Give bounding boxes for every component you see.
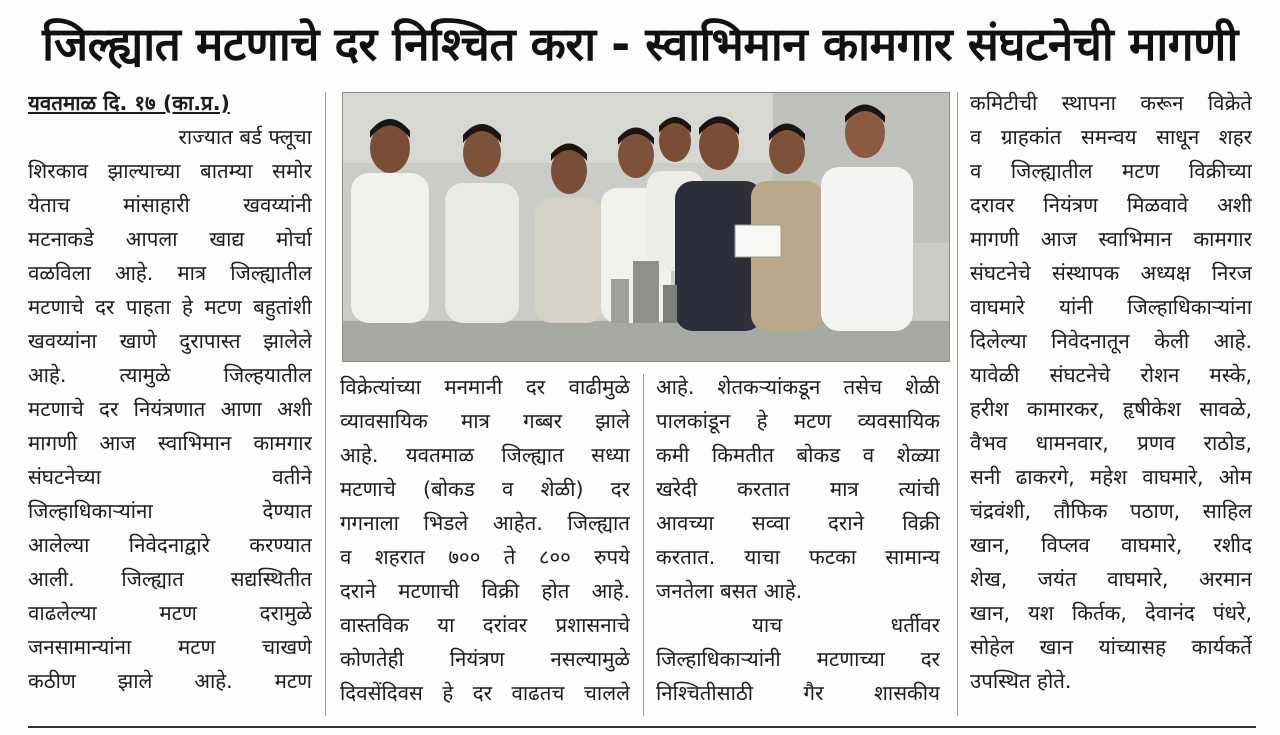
column-divider [643,374,644,716]
article-column-2 [340,370,630,710]
article-line: जिल्हाधिकाऱ्यांना देण्यात [28,499,312,523]
article-line: आहे. शेतकऱ्यांकडून तसेच शेळी [656,375,940,399]
article-line: चंद्रवंशी, तौफिक पठाण, साहिल [970,499,1252,523]
article-line: गगनाला भिडले आहेत. जिल्ह्यात [340,511,630,535]
group-photo [342,92,950,362]
article-line: विक्रेत्यांच्या मनमानी दर वाढीमुळे [340,375,630,399]
article-line: दराने मटणाची विक्री होत आहे. [340,579,630,603]
article-line: खान, यश किर्तक, देवानंद पंधरे, [970,601,1252,625]
article-column-4 [970,86,1252,698]
article-line: व जिल्ह्यातील मटण विक्रीच्या [970,159,1252,183]
article-line: कठीण झाले आहे. मटण [28,669,312,693]
article-line: जनसामान्यांना मटण चाखणे [28,635,312,659]
article-line: खवय्यांना खाणे दुरापास्त झालेले [28,329,312,353]
article-line: आली. जिल्ह्यात सद्यस्थितीत [28,567,312,591]
article-line: शेख, जयंत वाघमारे, अरमान [970,567,1252,591]
article-line: मटणाचे दर नियंत्रणात आणा अशी [28,397,312,421]
group-photo-icon [343,93,949,361]
article-line: संघटनेच्या वतीने [28,465,312,489]
article-line: संघटनेचे संस्थापक अध्यक्ष निरज [970,261,1252,285]
article-line: मागणी आज स्वाभिमान कामगार [970,227,1252,251]
article-line: जनतेला बसत आहे. [656,579,803,603]
article-line: दिवसेंदिवस हे दर वाढतच चालले [340,681,630,705]
article-line: मटणाचे दर पाहता हे मटण बहुतांशी [28,295,312,319]
article-line: हरीश कामारकर, हृषीकेश सावळे, [970,397,1252,421]
article-line: याच धर्तीवर [752,613,940,637]
article-line: सोहेल खान यांच्यासह कार्यकर्ते [970,635,1252,659]
article-line: मटणाचे (बोकड व शेळी) दर [340,477,630,501]
column-divider [957,92,958,716]
article-line: दिलेल्या निवेदनातून केली आहे. [970,329,1252,353]
article-column-1 [28,86,312,698]
article-line: निश्चितीसाठी गैर शासकीय [656,681,940,705]
article-line: आहे. त्यामुळे जिल्हयातील [28,363,312,387]
article-line: सनी ढाकरगे, महेश वाघमारे, ओम [970,465,1252,489]
article-line: वाढलेल्या मटण दरामुळे [28,601,312,625]
article-line: जिल्हाधिकाऱ्यांनी मटणाच्या दर [656,647,940,671]
article-line: व शहरात ७०० ते ८०० रुपये [340,545,630,569]
article-line: उपस्थित होते. [970,669,1072,693]
article-line: व्यावसायिक मात्र गब्बर झाले [340,409,630,433]
article-line: करतात. याचा फटका सामान्य [656,545,940,569]
article-line: राज्यात बर्ड फ्लूचा [178,125,312,149]
article-dateline: यवतमाळ दि. १७ (का.प्र.) [28,91,230,115]
article-line: वास्तविक या दरांवर प्रशासनाचे [340,613,630,637]
article-line: दरावर नियंत्रण मिळवावे अशी [970,193,1252,217]
article-line: खान, विप्लव वाघमारे, रशीद [970,533,1252,557]
bottom-rule [28,726,1256,728]
article-line: आवच्या सव्वा दराने विक्री [656,511,940,535]
article-headline: जिल्ह्यात मटणाचे दर निश्चित करा - स्वाभिमान कामगार संघटनेची मागणी [42,17,1238,71]
article-line: मटनाकडे आपला खाद्य मोर्चा [28,227,312,251]
article-column-3 [656,370,940,710]
article-line: पालकांडून हे मटण व्यवसायिक [656,409,940,433]
article-line: शिरकाव झाल्याच्या बातम्या समोर [28,159,312,183]
article-line: व ग्राहकांत समन्वय साधून शहर [970,125,1252,149]
article-line: आहे. यवतमाळ जिल्ह्यात सध्या [340,443,630,467]
article-line: वैभव धामनवार, प्रणव राठोड, [970,431,1252,455]
article-line: कमिटीची स्थापना करून विक्रेते [970,91,1252,115]
column-divider [325,92,326,716]
article-line: वळविला आहे. मात्र जिल्ह्यातील [28,261,312,285]
article-line: येताच मांसाहारी खवय्यांनी [28,193,312,217]
article-line: कमी किमतीत बोकड व शेळ्या [656,443,940,467]
article-line: मागणी आज स्वाभिमान कामगार [28,431,312,455]
article-line: यावेळी संघटनेचे रोशन मस्के, [970,363,1252,387]
article-line: कोणतेही नियंत्रण नसल्यामुळे [340,647,630,671]
article-line: खरेदी करतात मात्र त्यांची [656,477,940,501]
article-line: वाघमारे यांनी जिल्हाधिकाऱ्यांना [970,295,1252,319]
article-line: आलेल्या निवेदनाद्वारे करण्यात [28,533,312,557]
